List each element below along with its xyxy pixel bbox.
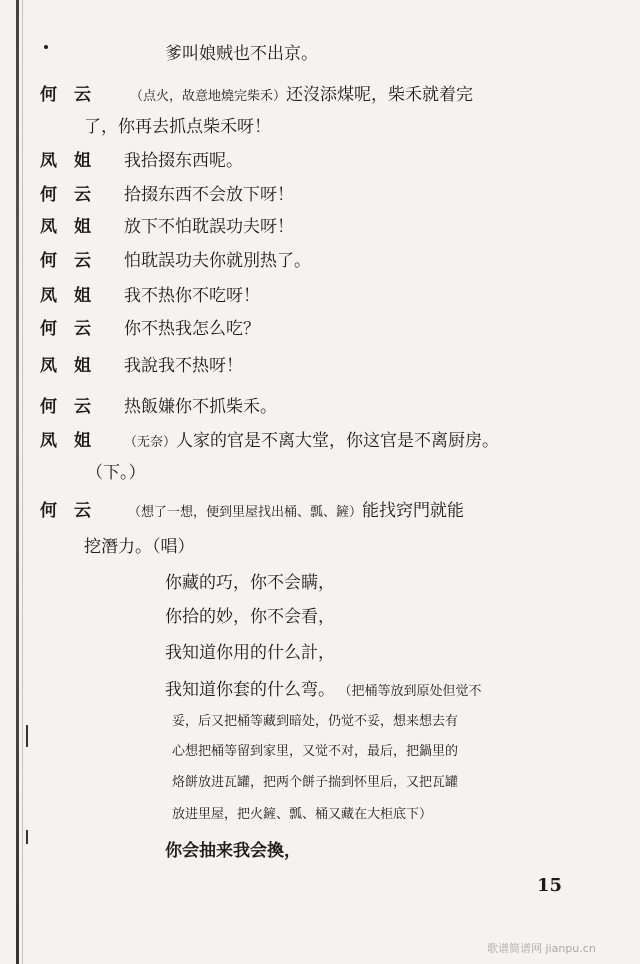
dialogue-text: 怕耽誤功夫你就別热了。 (124, 251, 311, 271)
dialogue-text: 我說我不热呀！ (124, 356, 243, 376)
dialogue-text: 你不热我怎么吃？ (124, 319, 260, 339)
exit-direction: （下。） (86, 463, 146, 483)
verse-line (165, 679, 482, 703)
dialogue-continuation: 了，你再去抓点柴禾呀！ (84, 117, 271, 137)
speaker-name: 何 云 (40, 501, 91, 521)
speaker-name: 何 云 (40, 397, 91, 417)
speaker-name: 何 云 (40, 251, 91, 271)
dialogue-content (130, 84, 473, 108)
verse-line: 我知道你用的什么計， (165, 643, 335, 663)
stage-direction-line: 烙餅放进瓦罐，把两个餅子揣到怀里后，又把瓦罐 (172, 775, 459, 790)
verse-line: 你会抽来我会換， (165, 841, 301, 861)
verse-text: 我知道你套的什么弯。 (165, 680, 335, 700)
stage-direction-line: 妥，后又把桶等藏到暗处，仍觉不妥，想来想去有 (172, 714, 459, 729)
dialogue-text: 能找窍門就能 (362, 501, 465, 521)
speaker-name: 何 云 (40, 85, 91, 105)
ink-dot (44, 45, 48, 49)
dialogue-text: 热飯嫌你不抓柴禾。 (124, 397, 277, 417)
stage-direction: （想了一想，便到里屋找出桶、瓢、鏟） (128, 505, 363, 520)
dialogue-content (128, 500, 464, 524)
dialogue-text: 我拾掇东西呢。 (124, 151, 243, 171)
dialogue-text: 人家的官是不离大堂，你这官是不离厨房。 (176, 431, 500, 451)
dialogue-text: 还沒添煤呢，柴禾就着完 (286, 85, 474, 105)
verse-line: 你拾的妙，你不会看， (165, 607, 335, 627)
speaker-name: 凤 姐 (40, 286, 91, 306)
dialogue-text: 放下不怕耽誤功夫呀！ (124, 217, 294, 237)
scan-mark (26, 830, 28, 844)
dialogue-continuation: 挖潛力。（唱） (84, 537, 195, 557)
stage-direction-line: 放进里屋，把火鏟、瓢、桶又藏在大柜底下） (172, 807, 433, 822)
speaker-name: 凤 姐 (40, 356, 91, 376)
page-number: 15 (537, 875, 563, 896)
speaker-name: 何 云 (40, 185, 91, 205)
speaker-name: 凤 姐 (40, 431, 91, 451)
dialogue-text: 拾掇东西不会放下呀！ (124, 185, 294, 205)
dialogue-content (124, 430, 499, 454)
speaker-name: 凤 姐 (40, 151, 91, 171)
scan-mark (26, 725, 28, 747)
stage-direction: （无奈） (124, 435, 177, 450)
binding-shadow (22, 0, 23, 964)
speaker-name: 凤 姐 (40, 217, 91, 237)
dialogue-text: 我不热你不吃呀！ (124, 286, 260, 306)
speaker-name: 何 云 (40, 319, 91, 339)
stage-direction-line: 心想把桶等留到家里，又觉不对，最后，把鍋里的 (172, 744, 459, 759)
verse-line: 爹叫娘贼也不出京。 (165, 44, 318, 64)
binding-edge (16, 0, 19, 964)
stage-direction: （点火，故意地燒完柴禾） (130, 89, 287, 104)
watermark: 歌谱简谱网 jianpu.cn (487, 942, 596, 955)
stage-direction: （把桶等放到原处但觉不 (345, 684, 482, 699)
verse-line: 你藏的巧，你不会瞒， (165, 573, 335, 593)
